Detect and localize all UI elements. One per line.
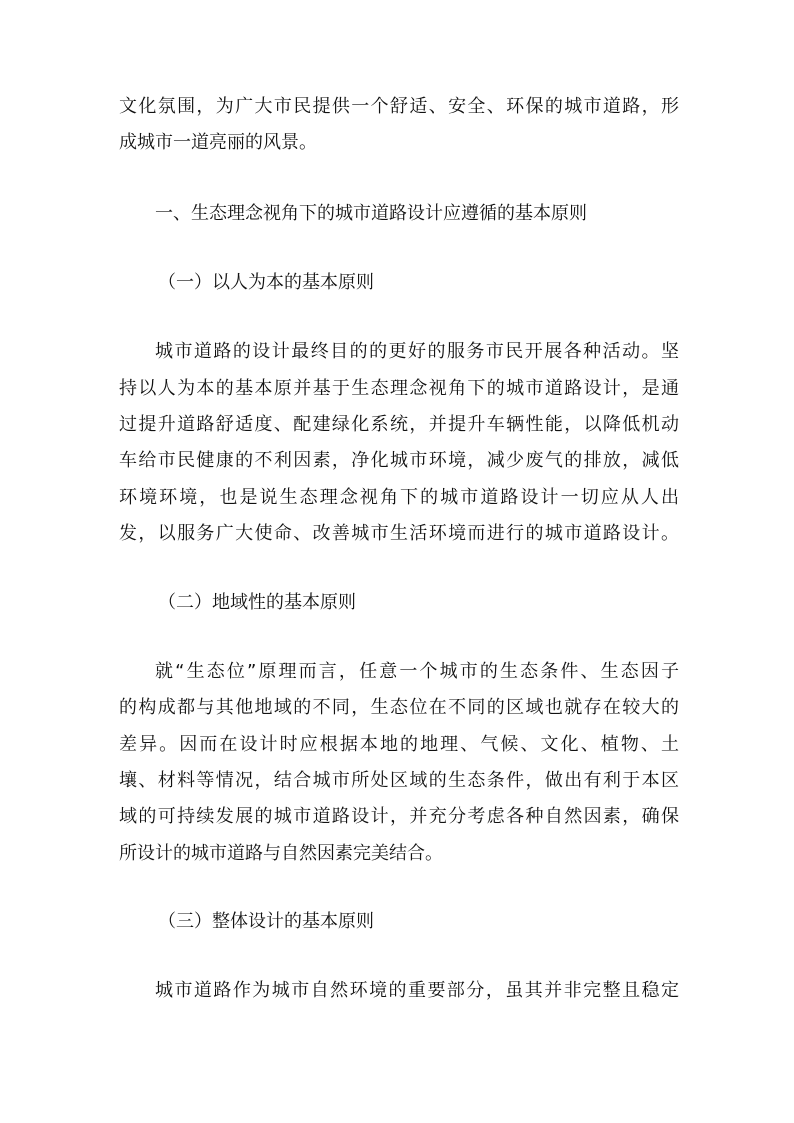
paragraph-line: [0, 125, 794, 161]
paragraph-text: 发，以服务广大使命、改善城市生活环境而进行的城市道路设计。: [119, 523, 679, 544]
paragraph-line: [0, 690, 794, 726]
section-heading-text: 一、生态理念视角下的城市道路设计应遵循的基本原则: [155, 203, 587, 224]
paragraph-line: [0, 654, 794, 690]
paragraph-text: 文化氛围，为广大市民提供一个舒适、安全、环保的城市道路，形: [119, 96, 679, 117]
paragraph-text: 差异。因而在设计时应根据本地的地理、气候、文化、植物、土: [119, 734, 679, 755]
paragraph-text: 城市道路作为城市自然环境的重要部分，虽其并非完整且稳定: [155, 980, 679, 1001]
paragraph-line: [0, 480, 794, 516]
paragraph-text: 环境环境，也是说生态理念视角下的城市道路设计一切应从人出: [119, 487, 679, 508]
paragraph-text: 过提升道路舒适度、配建绿化系统，并提升车辆性能，以降低机动: [119, 414, 679, 435]
paragraph-line: [0, 763, 794, 799]
paragraph-line: [0, 89, 794, 125]
paragraph-text: 车给市民健康的不利因素，净化城市环境，减少废气的排放，减低: [119, 450, 679, 471]
subsection-heading-text: （二）地域性的基本原则: [158, 592, 356, 613]
subsection-heading: [0, 265, 794, 301]
section-heading: [0, 196, 794, 232]
paragraph-line: [0, 836, 794, 872]
subsection-heading: [0, 904, 794, 940]
subsection-heading: [0, 585, 794, 621]
subsection-heading-text: （三）整体设计的基本原则: [158, 911, 374, 932]
paragraph-line: [0, 727, 794, 763]
paragraph-line: [0, 407, 794, 443]
paragraph-line: [0, 443, 794, 479]
paragraph-text: 就“生态位”原理而言，任意一个城市的生态条件、生态因子: [155, 661, 679, 682]
paragraph-text: 城市道路的设计最终目的的更好的服务市民开展各种活动。坚: [155, 341, 679, 362]
paragraph-text: 域的可持续发展的城市道路设计，并充分考虑各种自然因素，确保: [119, 806, 679, 827]
subsection-heading-text: （一）以人为本的基本原则: [158, 272, 374, 293]
paragraph-line: [0, 799, 794, 835]
paragraph-line: [0, 516, 794, 552]
paragraph-text: 的构成都与其他地域的不同，生态位在不同的区域也就存在较大的: [119, 697, 679, 718]
paragraph-line: [0, 371, 794, 407]
paragraph-line: [0, 334, 794, 370]
paragraph-text: 所设计的城市道路与自然因素完美结合。: [119, 843, 443, 864]
paragraph-line: [0, 973, 794, 1009]
paragraph-text: 壤、材料等情况，结合城市所处区域的生态条件，做出有利于本区: [119, 770, 679, 791]
paragraph-text: 成城市一道亮丽的风景。: [119, 132, 317, 153]
paragraph-text: 持以人为本的基本原并基于生态理念视角下的城市道路设计，是通: [119, 378, 679, 399]
